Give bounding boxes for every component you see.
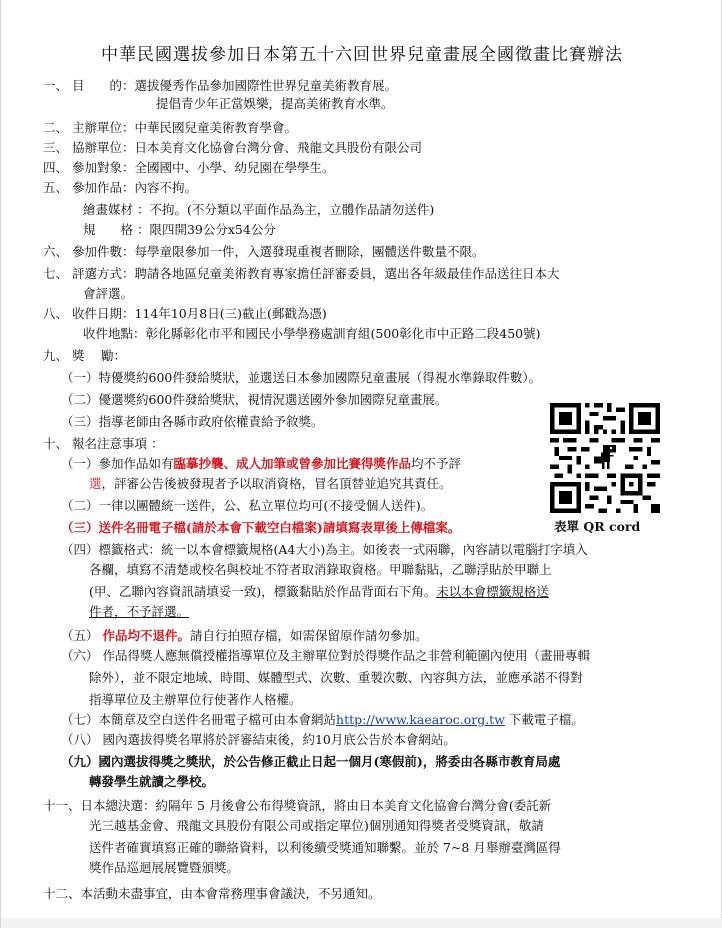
section-10-item-7 [61, 712, 584, 728]
section-10-item-9: （九）國內選拔得獎之獎狀，於公告修正截止日起一個月(寒假前)，將委由各縣市教育局處 [61, 754, 561, 769]
section-9-item-3: （三）指導老師由各縣市政府依權責給予敘獎。 [61, 414, 324, 429]
section-11-final-line-3: 送件者確實填寫正確的聯絡資料，以利後續受獎通知聯繫。並於 7~8 月舉辦臺灣區得 [89, 840, 561, 855]
section-5-size: 規 格 ：限四開39公分x54公分 [83, 222, 276, 237]
section-10-item-1 [61, 456, 461, 472]
item-5-text: 請自行拍照存檔，如需保留原作請勿參加。 [190, 628, 428, 643]
section-8-location: 收件地點：彰化縣彰化市平和國民小學學務處訓育組(500彰化市中正路二段450號) [83, 326, 541, 341]
section-10-item-4-line-3 [89, 584, 549, 600]
section-10-item-5 [61, 628, 428, 644]
section-2-organizer: 二、 主辦單位：中華民國兒童美術教育學會。 [43, 120, 297, 135]
section-10-item-1-cont [89, 476, 452, 492]
section-11-final-line-2: 光三越基金會、飛龍文具股份有限公司或指定單位)個別通知得獎者受獎資訊，敬請 [89, 818, 544, 833]
section-9-item-1: （一）特優獎約600件發給獎狀，並選送日本參加國際兒童畫展（得視水準錄取件數）。 [61, 370, 542, 385]
section-10-item-6-line-3: 指導單位及主辦單位行使著作人格權。 [89, 692, 302, 707]
section-4-participants: 四、 參加對象：全國國中、小學、幼兒園在學學生。 [43, 160, 335, 175]
section-10-item-4: （四）標籤格式：統一以本會標籤規格(A4大小)為主。如後表一式兩聯，內容請以電腦打字填入 [61, 542, 588, 557]
item-5-prefix: （五） [61, 628, 103, 643]
section-9-item-2: （二）優選獎約600件發給獎狀，視情況選送國外參加國際兒童畫展。 [61, 392, 448, 407]
item-7-text-end: 下載電子檔。 [504, 712, 584, 727]
item-7-text: （七）本簡章及空白送件名冊電子檔可由本會網站 [61, 712, 337, 727]
section-6-quantity: 六、 參加件數：每學童限參加一件，入選發現重複者刪除，團體送件數量不限。 [43, 244, 485, 259]
section-11-final: 十一、日本總決選：約隔年 5 月後會公布得獎資訊，將由日本美育文化協會台灣分會(委託新 [43, 798, 552, 813]
section-10-item-9-cont: 轉發學生就讀之學校。 [89, 774, 215, 789]
section-1-purpose: 一、 目 的：選拔優秀作品參加國際性世界兒童美術教育展。 [43, 78, 397, 93]
item-1-text-cont: ，評審公告後被發現者予以取消資格，冒名頂替並追究其責任。 [101, 476, 452, 491]
section-10-item-3: （三）送件名冊電子檔(請於本會下載空白檔案)請填寫表單後上傳檔案。 [61, 520, 461, 535]
section-1-purpose-cont: 提倡青少年正當娛樂，提高美術教育水準。 [156, 96, 394, 111]
section-7-judging-cont: 會評選。 [83, 286, 134, 301]
page-bottom-bar [1, 918, 722, 928]
item-1-warning: 臨摹抄襲、成人加筆或曾參加比賽得獎作品 [173, 456, 412, 471]
document-title: 中華民國選拔參加日本第五十六回世界兒童畫展全國徵畫比賽辦法 [101, 45, 623, 65]
item-1-warning-cont: 選 [89, 476, 102, 491]
item-4-text: (甲、乙聯內容資訊請填妥一致)，標籤黏貼於作品背面右下角。 [89, 584, 437, 599]
section-8-deadline: 八、 收件日期：114年10月8日(三)截止(郵戳為憑) [43, 306, 327, 321]
item-5-warning: 作品均不退件。 [102, 628, 190, 643]
section-7-judging: 七、 評選方式：聘請各地區兒童美術教育專家擔任評審委員，選出各年級最佳作品送往日本大 [43, 266, 560, 281]
qr-code-icon[interactable] [550, 403, 660, 513]
section-5-works: 五、 參加作品：內容不拘。 [43, 180, 197, 195]
section-10-item-8: （八） 國內選拔得獎名單將於評審結束後，約10月底公告於本會網站。 [61, 732, 456, 747]
qr-code-caption: 表單 QR cord [554, 519, 641, 534]
section-9-awards: 九、 獎 勵： [43, 348, 126, 363]
section-10-item-6: （六） 作品得獎人應無償授權指導單位及主辦單位對於得獎作品之非營利範圍內使用（畫冊專輯 [61, 648, 590, 663]
section-10-item-4-line-2: 各欄，填寫不清楚或校名與校址不符者取消錄取資格。甲聯黏貼，乙聯浮貼於甲聯上 [89, 562, 552, 577]
section-10-item-2: （二）一律以團體統一送件，公、私立單位均可(不接受個人送件)。 [61, 498, 434, 513]
section-10-notes: 十、 報名注意事項 ： [43, 436, 164, 451]
item-1-text-end: 均不予評 [411, 456, 462, 471]
item-1-text: （一）參加作品如有 [61, 456, 174, 471]
section-10-item-6-line-2: 除外），並不限定地域、時間、媒體型式、次數、重製次數、內容與方法，並應承諾不得對 [89, 670, 583, 685]
website-link[interactable]: http://www.kaearoc.org.tw [336, 712, 505, 727]
section-5-media: 繪畫媒材 ：不拘。(不分類以平面作品為主，立體作品請勿送件) [83, 202, 435, 217]
section-11-final-line-4: 獎作品巡迴展展覽暨頒獎。 [89, 860, 240, 875]
item-4-underlined: 未以本會標籤規格送 [436, 584, 549, 599]
section-12-misc: 十二、本活動未盡事宜，由本會常務理事會議決，不另通知。 [43, 886, 381, 901]
section-3-co-organizer: 三、 協辦單位：日本美育文化協會台灣分會、飛龍文具股份有限公司 [43, 140, 422, 155]
section-10-item-4-line-4: 件者，不予評選。 [89, 604, 190, 619]
